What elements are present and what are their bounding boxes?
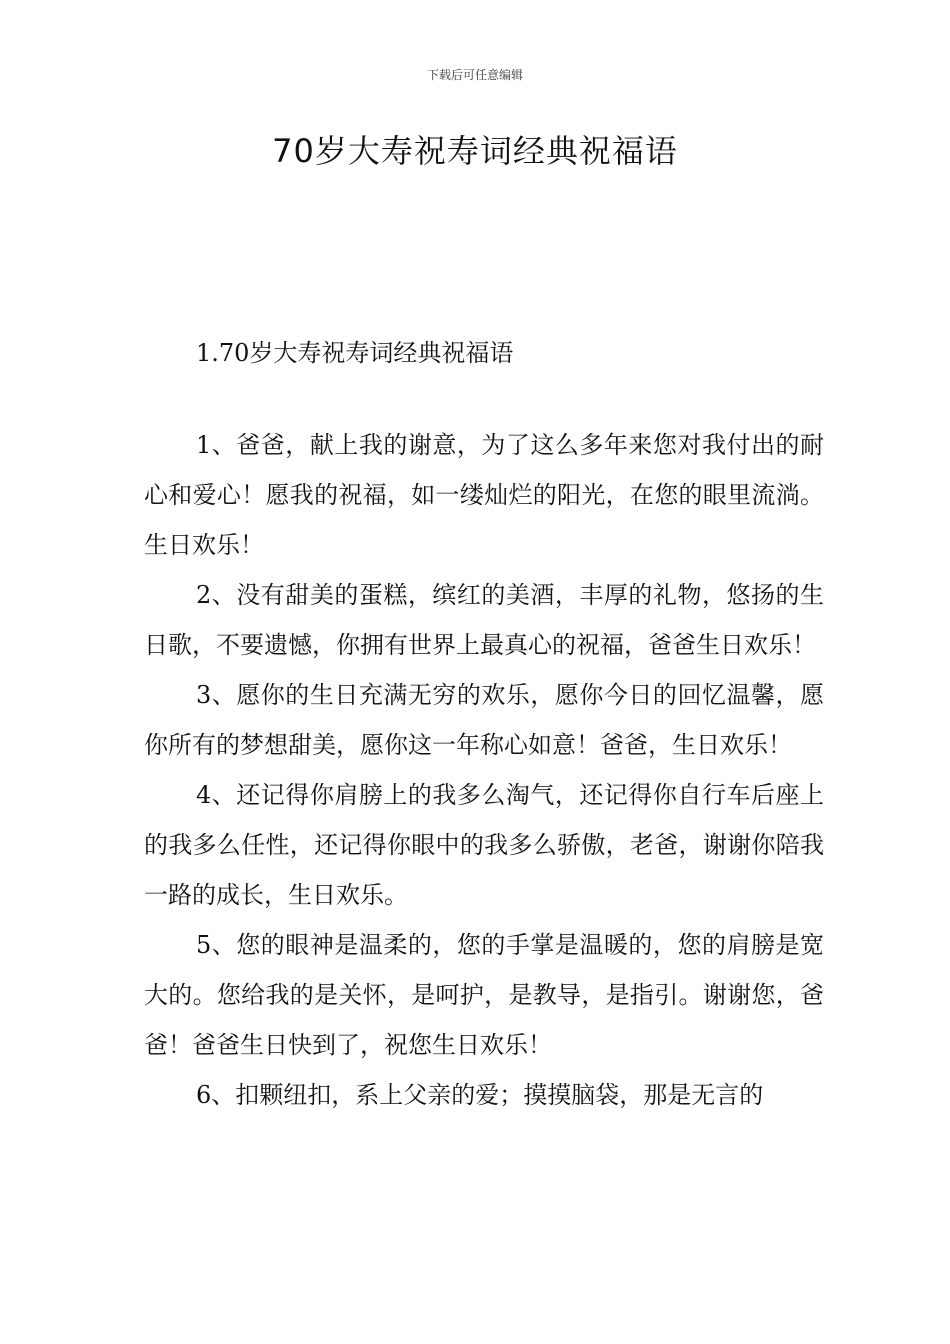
paragraph-2: 2、没有甜美的蛋糕，缤红的美酒，丰厚的礼物，悠扬的生日歌，不要遗憾，你拥有世界上最真心的祝福，爸爸生日欢乐！ <box>144 581 824 659</box>
paragraph-6: 6、扣颗纽扣，系上父亲的爱；摸摸脑袋，那是无言的 <box>196 1081 764 1109</box>
paragraph-1: 1、爸爸，献上我的谢意，为了这么多年来您对我付出的耐心和爱心！愿我的祝福，如一缕灿烂的阳光，在您的眼里流淌。生日欢乐！ <box>144 431 824 559</box>
header-note: 下载后可任意编辑 <box>426 68 523 82</box>
document-body <box>144 420 824 1120</box>
paragraph-3: 3、愿你的生日充满无穷的欢乐，愿你今日的回忆温馨，愿你所有的梦想甜美，愿你这一年称心如意！爸爸，生日欢乐！ <box>144 681 824 759</box>
paragraph-4: 4、还记得你肩膀上的我多么淘气，还记得你自行车后座上的我多么任性，还记得你眼中的我多么骄傲，老爸，谢谢你陪我一路的成长，生日欢乐。 <box>144 781 824 909</box>
section-heading: 1.70岁大寿祝寿词经典祝福语 <box>196 339 514 367</box>
paragraph-5: 5、您的眼神是温柔的，您的手掌是温暖的，您的肩膀是宽大的。您给我的是关怀，是呵护，是教导，是指引。谢谢您，爸爸！爸爸生日快到了，祝您生日欢乐！ <box>144 931 824 1059</box>
page-title: 70岁大寿祝寿词经典祝福语 <box>272 132 678 170</box>
